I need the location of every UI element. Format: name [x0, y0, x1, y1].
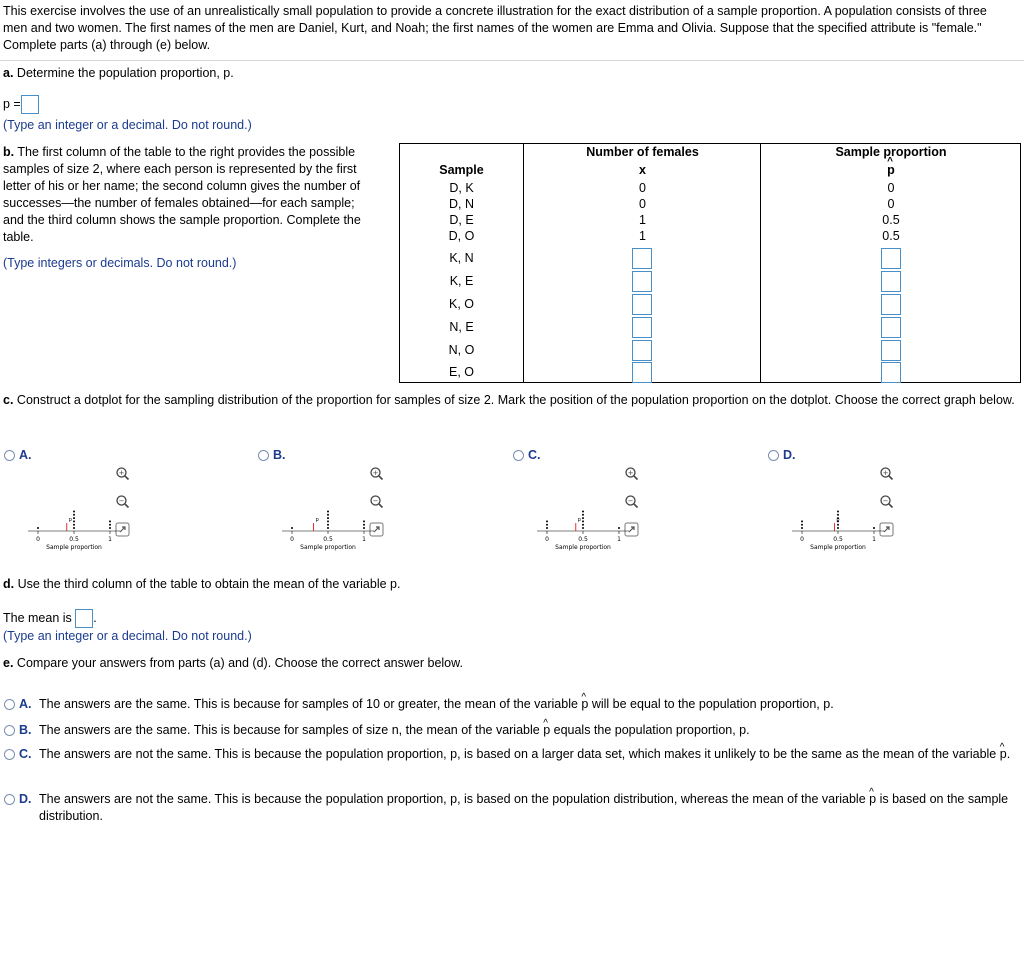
table-row-p: 0.5 [882, 229, 900, 243]
x-input[interactable] [632, 340, 652, 361]
part-b-label: b. [3, 145, 15, 159]
svg-text:Sample proportion: Sample proportion [810, 544, 866, 551]
table-row-sample: D, E [449, 213, 474, 227]
option-letter: C. [528, 448, 541, 462]
svg-text:p: p [68, 517, 72, 523]
table-row-sample: K, E [449, 274, 474, 288]
radio-button[interactable] [4, 725, 15, 736]
p-hat-input[interactable] [881, 317, 901, 338]
svg-text:Sample proportion: Sample proportion [46, 544, 102, 551]
zoom-in-icon[interactable] [624, 466, 639, 481]
table-row-sample: D, O [448, 229, 475, 243]
radio-button[interactable] [768, 450, 779, 461]
p-hat-input[interactable] [881, 294, 901, 315]
svg-text:+: + [372, 469, 379, 477]
dotplot-graph [266, 497, 386, 551]
radio-button[interactable] [258, 450, 269, 461]
radio-button[interactable] [4, 794, 15, 805]
part-d-answer-row [3, 609, 97, 628]
part-b-text: The first column of the table to the right provides the possible samples of size 2, where each person is represented by the first letter of his or her name; the second column gives the number of successes—the number of females obtained—for each sample; and the third column shows the sample proportion. Complete the table. [3, 145, 361, 244]
option-text: The answers are the same. This is because for samples of size n, the mean of the variable ^ p equals the population proportion, p. [39, 722, 1014, 739]
part-e-text: Compare your answers from parts (a) and (d). Choose the correct answer below. [16, 656, 463, 670]
dotplot-option[interactable] [513, 448, 541, 462]
svg-text:1: 1 [617, 536, 621, 543]
table-row-p: 0.5 [882, 213, 900, 227]
table-row-p: 0 [887, 197, 895, 211]
zoom-in-icon[interactable] [369, 466, 384, 481]
dotplot-option[interactable] [768, 448, 796, 462]
svg-text:p: p [315, 517, 319, 523]
option-letter: A. [19, 697, 32, 711]
svg-text:p: p [836, 517, 840, 523]
option-letter: D. [19, 792, 32, 806]
zoom-in-icon[interactable] [879, 466, 894, 481]
option-text: The answers are not the same. This is because the population proportion, p, is based on the population distribution, whereas the mean of the variable ^ p is based on the sample distribution. [39, 791, 1014, 825]
table-row-x: 1 [639, 213, 646, 227]
p-hat-input[interactable] [881, 248, 901, 269]
part-c-label: c. [3, 393, 14, 407]
x-input[interactable] [632, 294, 652, 315]
part-a-question [3, 66, 234, 80]
part-a-hint: (Type an integer or a decimal. Do not round.) [3, 118, 252, 132]
part-d-label: d. [3, 577, 15, 591]
option-letter: A. [19, 448, 32, 462]
table-row-sample: N, E [449, 320, 474, 334]
part-d-text: Use the third column of the table to obtain the mean of the variable p. [17, 577, 401, 591]
table-row-p: 0 [887, 181, 895, 195]
svg-text:1: 1 [362, 536, 366, 543]
svg-text:Sample proportion: Sample proportion [555, 544, 611, 551]
part-c-question [3, 392, 1018, 409]
table-row-x: 0 [639, 197, 646, 211]
p-hat-input[interactable] [881, 340, 901, 361]
svg-text:+: + [882, 469, 889, 477]
svg-text:1: 1 [872, 536, 876, 543]
dotplot-option[interactable] [258, 448, 286, 462]
population-proportion-input[interactable] [21, 95, 39, 114]
radio-button[interactable] [4, 699, 15, 710]
svg-text:0: 0 [36, 536, 40, 543]
x-input[interactable] [632, 317, 652, 338]
col-females-subheader: x [639, 163, 646, 177]
table-row-sample: E, O [448, 365, 474, 379]
part-b-question [3, 144, 373, 246]
part-c-text: Construct a dotplot for the sampling distribution of the proportion for samples of size 2. Mark the position of the population proportion on the dotplot. Choose the correct graph below. [16, 393, 1015, 407]
mean-input[interactable] [75, 609, 93, 628]
part-e-question [3, 656, 463, 670]
x-input[interactable] [632, 271, 652, 292]
zoom-in-icon[interactable] [115, 466, 130, 481]
svg-text:0: 0 [290, 536, 294, 543]
x-input[interactable] [632, 362, 652, 383]
part-b-hint: (Type integers or decimals. Do not round.) [3, 256, 237, 270]
option-letter: D. [783, 448, 796, 462]
part-d-prefix: The mean is [3, 610, 72, 625]
part-a-answer-row [3, 95, 39, 114]
svg-text:+: + [118, 469, 125, 477]
svg-text:0.5: 0.5 [323, 536, 333, 543]
answer-option[interactable] [4, 791, 1014, 823]
part-e-label: e. [3, 656, 14, 670]
table-row-sample: K, O [448, 297, 474, 311]
table-row-x: 1 [639, 229, 646, 243]
table-row-sample: K, N [449, 251, 474, 265]
option-letter: B. [19, 723, 32, 737]
svg-text:−: − [118, 497, 125, 505]
part-a-label: a. [3, 66, 14, 80]
table-row-sample: D, K [449, 181, 474, 195]
svg-text:−: − [882, 497, 889, 505]
table-row-x: 0 [639, 181, 646, 195]
svg-text:0.5: 0.5 [578, 536, 588, 543]
p-hat-input[interactable] [881, 271, 901, 292]
part-a-prefix: p = [3, 96, 21, 111]
part-a-text: Determine the population proportion, p. [16, 66, 234, 80]
svg-text:0.5: 0.5 [69, 536, 79, 543]
svg-text:0.5: 0.5 [833, 536, 843, 543]
option-letter: C. [19, 747, 32, 761]
radio-button[interactable] [4, 450, 15, 461]
part-d-suffix: . [93, 610, 97, 625]
col-proportion-header: Sample proportion [835, 145, 947, 159]
part-d-hint: (Type an integer or a decimal. Do not round.) [3, 629, 252, 643]
option-letter: B. [273, 448, 286, 462]
table-row-sample: D, N [449, 197, 474, 211]
col-females-header: Number of females [586, 145, 699, 159]
x-input[interactable] [632, 248, 652, 269]
dotplot-graph [12, 497, 132, 551]
divider [0, 60, 1024, 61]
intro-text: This exercise involves the use of an unrealistically small population to provide a concrete illustration for the exact distribution of a sample proportion. A population consists of three men and two women. The first names of the men are Daniel, Kurt, and Noah; the first names of the women are Emma and Olivia. Suppose that the specified attribute is "female." Complete parts (a) through (e) below. [3, 4, 987, 52]
svg-text:Sample proportion: Sample proportion [300, 544, 356, 551]
dotplot-graph [776, 497, 896, 551]
svg-text:−: − [372, 497, 379, 505]
radio-button[interactable] [513, 450, 524, 461]
part-d-question [3, 577, 400, 591]
answer-option[interactable] [4, 722, 1014, 739]
svg-text:+: + [627, 469, 634, 477]
option-text: The answers are the same. This is because for samples of 10 or greater, the mean of the variable ^ p will be equal to the population proportion, p. [39, 696, 1014, 713]
svg-text:0: 0 [545, 536, 549, 543]
svg-text:p: p [577, 517, 581, 523]
dotplot-graph [521, 497, 641, 551]
p-hat-input[interactable] [881, 362, 901, 383]
col-proportion-subheader: ^ p [761, 163, 1021, 177]
option-text: The answers are not the same. This is because the population proportion, p, is based on a larger data set, which makes it unlikely to be the same as the mean of the variable ^ p. [39, 746, 1014, 763]
svg-text:0: 0 [800, 536, 804, 543]
answer-option[interactable] [4, 696, 1014, 713]
svg-text:−: − [627, 497, 634, 505]
dotplot-option[interactable] [4, 448, 32, 462]
col-sample-header: Sample [439, 163, 484, 177]
answer-option[interactable] [4, 746, 1014, 763]
radio-button[interactable] [4, 749, 15, 760]
table-row-sample: N, O [448, 343, 475, 357]
svg-text:1: 1 [108, 536, 112, 543]
